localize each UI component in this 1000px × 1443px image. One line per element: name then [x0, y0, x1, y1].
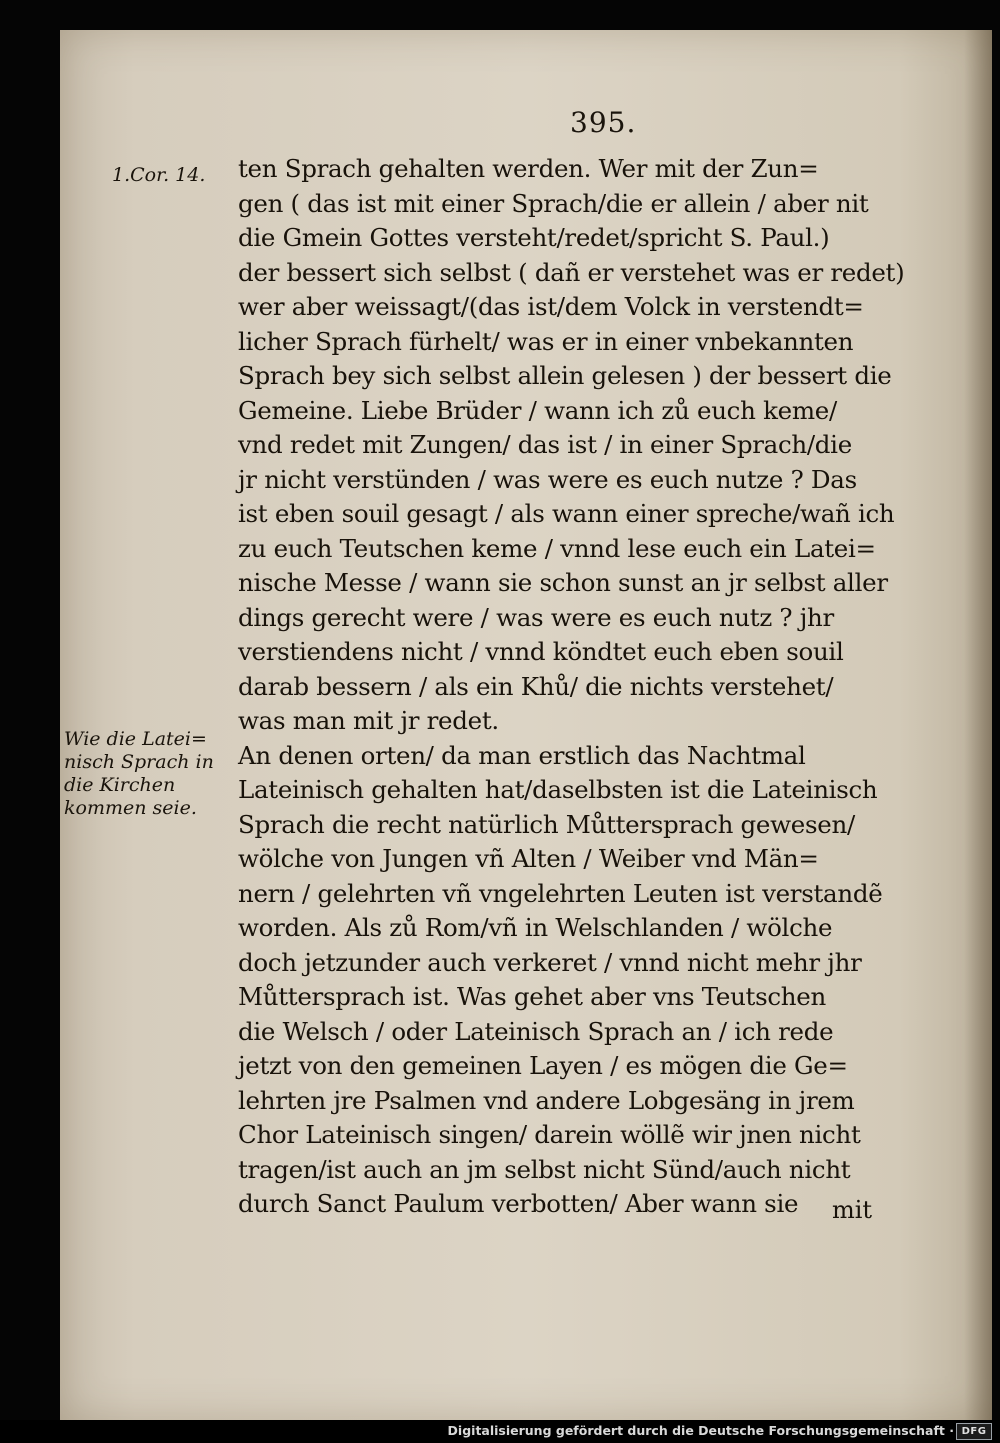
text-line: jetzt von den gemeinen Layen / es mögen die Ge= [238, 1051, 848, 1080]
text-line: die Gmein Gottes versteht/redet/spricht S. Paul.) [238, 223, 830, 252]
text-line: dings gerecht were / was were es euch nutz ? jhr [238, 602, 834, 632]
text-line: der bessert sich selbst ( dañ er verstehet was er redet) [238, 257, 905, 287]
text-line: vnd redet mit Zungen/ das ist / in einer Sprach/die [238, 430, 852, 459]
body-text [238, 152, 938, 1222]
text-line: Sprach bey sich selbst allein gelesen ) der bessert die [238, 361, 892, 390]
text-line: gen ( das ist mit einer Sprach/die er allein / aber nit [238, 188, 869, 218]
text-line: ten Sprach gehalten werden. Wer mit der Zun= [238, 154, 819, 183]
text-line: nische Messe / wann sie schon sunst an jr selbst aller [238, 568, 888, 597]
text-line: verstiendens nicht / vnnd köndtet euch eben souil [238, 637, 844, 666]
page-edge-shadow [964, 30, 992, 1420]
margin-note-line: kommen seie. [64, 797, 197, 819]
text-line: wölche von Jungen vñ Alten / Weiber vnd Män= [238, 844, 819, 873]
text-line: zu euch Teutschen keme / vnnd lese euch ein Latei= [238, 533, 876, 563]
text-line: Gemeine. Liebe Brüder / wann ich zů euch keme/ [238, 395, 837, 425]
margin-note-line: die Kirchen [64, 774, 176, 796]
text-line: nern / gelehrten vñ vngelehrten Leuten ist verstandẽ [238, 878, 883, 908]
text-line: worden. Als zů Rom/vñ in Welschlanden / wölche [238, 913, 833, 942]
funding-notice: Digitalisierung gefördert durch die Deutsche Forschungsgemeinschaft · [447, 1423, 954, 1438]
text-line: Chor Lateinisch singen/ darein wöllẽ wir jnen nicht [238, 1120, 861, 1149]
text-line: Lateinisch gehalten hat/daselbsten ist die Lateinisch [238, 775, 878, 804]
text-line: tragen/ist auch an jm selbst nicht Sünd/auch nicht [238, 1154, 851, 1184]
text-line: die Welsch / oder Lateinisch Sprach an / ich rede [238, 1016, 834, 1046]
text-line: darab bessern / als ein Khů/ die nichts verstehet/ [238, 671, 834, 701]
text-line: jr nicht verstünden / was were es euch nutze ? Das [238, 464, 857, 494]
text-line: doch jetzunder auch verkeret / vnnd nicht mehr jhr [238, 947, 862, 977]
dfg-logo: DFG [956, 1423, 992, 1440]
footer-bar [0, 1420, 1000, 1443]
margin-note-line: Wie die Latei= [64, 728, 207, 750]
text-line: An denen orten/ da man erstlich das Nachtmal [238, 740, 806, 770]
page-number: 395. [570, 106, 637, 139]
catchword: mit [832, 1196, 873, 1224]
text-line: was man mit jr redet. [238, 706, 499, 735]
text-line: wer aber weissagt/(das ist/dem Volck in verstendt= [238, 292, 864, 321]
margin-reference: 1.Cor. 14. [112, 164, 206, 186]
text-line: lehrten jre Psalmen vnd andere Lobgesäng in jrem [238, 1085, 855, 1115]
text-line: licher Sprach fürhelt/ was er in einer vnbekannten [238, 326, 854, 356]
text-line: Můttersprach ist. Was gehet aber vns Teutschen [238, 982, 826, 1011]
text-line: ist eben souil gesagt / als wann einer spreche/wañ ich [238, 499, 895, 528]
text-line: durch Sanct Paulum verbotten/ Aber wann sie [238, 1189, 799, 1218]
margin-note-line: nisch Sprach in [64, 751, 214, 773]
text-line: Sprach die recht natürlich Můttersprach gewesen/ [238, 809, 855, 839]
